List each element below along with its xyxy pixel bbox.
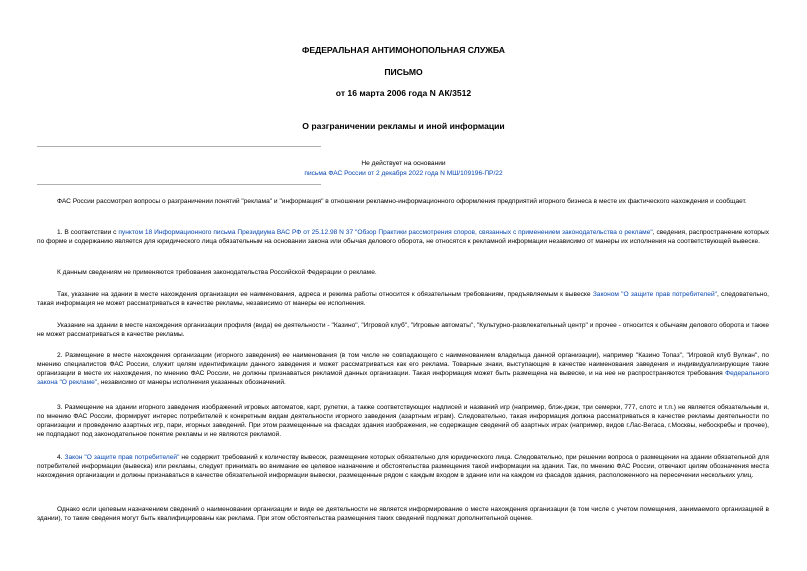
paragraph-1 [37, 228, 769, 246]
paragraph-text: 2. Размещение в месте нахождения организации (игорного заведения) ее наименования (в том числе не совпадающего с наименованием владельца данной организации), например "Казино Топаз", "Игровой клуб Вулкан", по мнению специалистов ФАС России, служит целям идентификации данного заведения и может рассматриваться как его реклама. Товарные знаки, выступающие в качестве наименования заведения и индивидуализирующие такие организации в месте их нахождения, по мнению ФАС России, не должны признаваться рекламой данных организации. Такая информация может быть размещена на вывеске, и на нее не распространяются требования [37, 352, 769, 378]
divider-top [37, 146, 321, 147]
paragraph-text: не содержит требований к количеству вывесок, размещение которых обязательно для юридического лица. Следовательно, при решении вопроса о размещении на здании обязательной для потребителей информации (вывеска) или рекламы, следует принимать во внимание ее целевое назначение и обстоятельства размещения такой информации на здании. Так, по мнению ФАС России, отвечают целям обозначения места нахождения организации и должны признаваться в качестве обязательной информации вывески, размещенные рядом с каждым входом в здание или на каждом из фасадов здания, расположенного на пересечении нескольких улиц. [37, 454, 769, 480]
paragraph-text: ФАС России рассмотрел вопросы о разграничении понятий "реклама" и "информация" в отношении рекламно-информационного оформления предприятий игорного бизнеса в месте их фактического нахождения и сообщает. [57, 198, 747, 205]
status-link-wrap [0, 169, 807, 178]
paragraph-profile [37, 321, 769, 339]
paragraph-text: К данным сведениям не применяются требования законодательства Российской Федерации о рекламе. [57, 269, 377, 276]
paragraph-final [37, 505, 769, 523]
status-note: Не действует на основании [361, 160, 446, 167]
link-consumer-law-2[interactable]: Закон "О защите прав потребителей" [64, 454, 180, 461]
paragraph-intro [37, 197, 769, 206]
paragraph-text: Так, указание на здании в месте нахождения организации ее наименования, адреса и режима работы относится к обязательным требованиям, предъявляемым к вывеске [57, 291, 593, 298]
paragraph-no-requirements [37, 268, 769, 277]
paragraph-3 [37, 403, 769, 439]
document-title: О разграничении рекламы и иной информации [302, 121, 505, 131]
paragraph-text: , сведения, распространение которых по форме и содержанию является для юридического лица обязательным на основании закона или обычая делового оборота, не относятся к рекламной информации независимо от манеры их исполнения на соответствующей вывеске. [37, 229, 769, 246]
link-advertising-law[interactable]: Федерального закона "О рекламе" [37, 370, 769, 387]
paragraph-signage [37, 290, 769, 308]
link-consumer-law[interactable]: Законом "О защите прав потребителей" [592, 291, 717, 298]
paragraph-text: 4. [57, 454, 65, 461]
paragraph-text: Однако если целевым назначением сведений о наименовании организации и виде ее деятельности не является информирование о месте нахождения организации (в том числе с учетом помещения, занимаемого организацией в здании), то такие сведения могут быть квалифицированы как реклама. При этом обстоятельства размещения таких сведений подлежат дополнительной оценке. [37, 506, 769, 523]
paragraph-text: 1. В соответствии с [57, 229, 119, 236]
document-date-number: от 16 марта 2006 года N АК/3512 [335, 88, 472, 98]
document-type: ПИСЬМО [384, 67, 423, 77]
status-link[interactable]: письма ФАС России от 2 декабря 2022 года N МШ/109196-ПР/22 [304, 170, 503, 177]
paragraph-text: , следовательно, такая информация не может рассматриваться в качестве рекламы, независимо от манеры ее исполнения. [37, 291, 769, 308]
paragraph-4 [37, 453, 769, 480]
link-vas-letter[interactable]: пунктом 18 Информационного письма Президиума ВАС РФ от 25.12.98 N 37 "Обзор Практики рассмотрения споров, связанных с применением законодательства о рекламе" [118, 229, 653, 236]
divider-bottom [37, 184, 321, 185]
paragraph-text: 3. Размещение на здании игорного заведения изображений игровых автоматов, карт, рулетки, а также соответствующих надписей и названий игр (например, блэк-джэк, три семерки, 777, слотс и т.п.) не является обязательным и, по мнению ФАС России, формирует интерес потребителей к конкретным видам деятельности игорного заведения (азартным играм). Следовательно, такая информация должна рассматриваться в качестве рекламы деятельности по организации и проведению азартных игр, пари, игорных заведений. При этом размещенные на фасадах здания изображения, не содержащие сведений об азартных играх (например, видов г.Лас-Вегаса, г.Москвы, небоскребы и прочее), не подпадают под законодательное понятие рекламы и не являются рекламой. [37, 404, 769, 439]
agency-name: ФЕДЕРАЛЬНАЯ АНТИМОНОПОЛЬНАЯ СЛУЖБА [302, 45, 505, 55]
paragraph-text: Указание на здании в месте нахождения организации профиля (вида) ее деятельности - "Казино", "Игровой клуб", "Игровые автоматы", "Культурно-развлекательный центр" и прочее - относится к обычаям делового оборота и также не может рассматриваться в качестве рекламы. [37, 322, 769, 339]
paragraph-text: , независимо от манеры исполнения указанных обозначений. [97, 379, 286, 387]
paragraph-2 [37, 351, 769, 387]
